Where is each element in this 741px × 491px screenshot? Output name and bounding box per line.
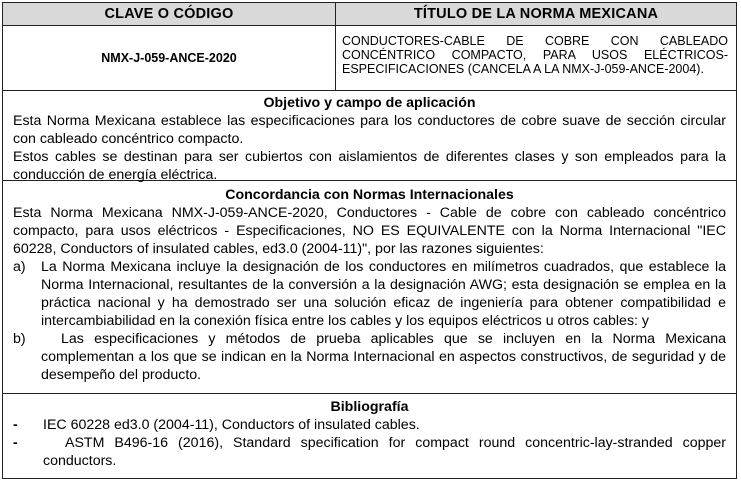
concordance-item-b [13,330,726,384]
list-item-text: Las especificaciones y métodos de prueba aplicables que se incluyen en la Norma Mexicana complementan a los que se indican en la Norma Internacional en aspectos constructivos, de seguridad y de desempeño del producto. [41,331,726,383]
bibliography-text: IEC 60228 ed3.0 (2004-11), Conductors of insulated cables. [43,417,420,433]
table-header [3,3,736,26]
norm-table [2,2,737,479]
concordance-section [3,181,736,394]
concordance-item-a [13,258,726,330]
bullet-marker: - [13,417,18,433]
bibliography-item [13,434,726,470]
objective-heading: Objetivo y campo de aplicación [263,95,476,111]
concordance-heading: Concordancia con Normas Internacionales [225,187,514,203]
header-title: TÍTULO DE LA NORMA MEXICANA [413,6,659,22]
norm-title: CONDUCTORES-CABLE DE COBRE CON CABLEADO CONCÉNTRICO COMPACTO, PARA USOS ELÉCTRICOS-ESPECIFICACIONES (CANCELA A LA NMX-J-059-ANCE-2004). [342,34,728,76]
concordance-intro: Esta Norma Mexicana NMX-J-059-ANCE-2020, Conductores - Cable de cobre con cableado concéntrico compacto, para usos eléctricos - Especificaciones, NO ES EQUIVALENTE con la Norma Internacional "IEC 60228, Conductors of insulated cables, ed3.0 (2004-11)", por las razones siguientes: [13,205,726,257]
bibliography-heading: Bibliografía [330,399,409,415]
bibliography-section [3,394,736,478]
bibliography-text: ASTM B496-16 (2016), Standard specification for compact round concentric-lay-stranded copper conductors. [43,435,726,469]
bibliography-item [13,416,726,434]
list-marker: b) [13,331,26,347]
objective-paragraph-2: Estos cables se destinan para ser cubiertos con aislamientos de diferentes clases y son empleados para la conducción de energía eléctrica. [13,149,726,183]
objective-paragraph-1: Esta Norma Mexicana establece las especificaciones para los conductores de cobre suave de sección circular con cableado concéntrico compacto. [13,113,726,147]
bullet-marker: - [13,435,18,451]
norm-code: NMX-J-059-ANCE-2020 [3,26,336,90]
norm-row [3,26,736,91]
header-code: CLAVE O CÓDIGO [3,3,336,25]
objective-section [3,91,736,181]
list-marker: a) [13,259,26,275]
list-item-text: La Norma Mexicana incluye la designación de los conductores en milímetros cuadrados, que establece la Norma Internacional, resultantes de la conversión a la designación AWG; esta designación se emplea en la práctica nacional y ha demostrado ser una solución eficaz de ingeniería para obtener compatibilidad e intercambiabilidad en la conexión física entre los cables y los equipos eléctricos u otros cables: y [41,259,726,329]
